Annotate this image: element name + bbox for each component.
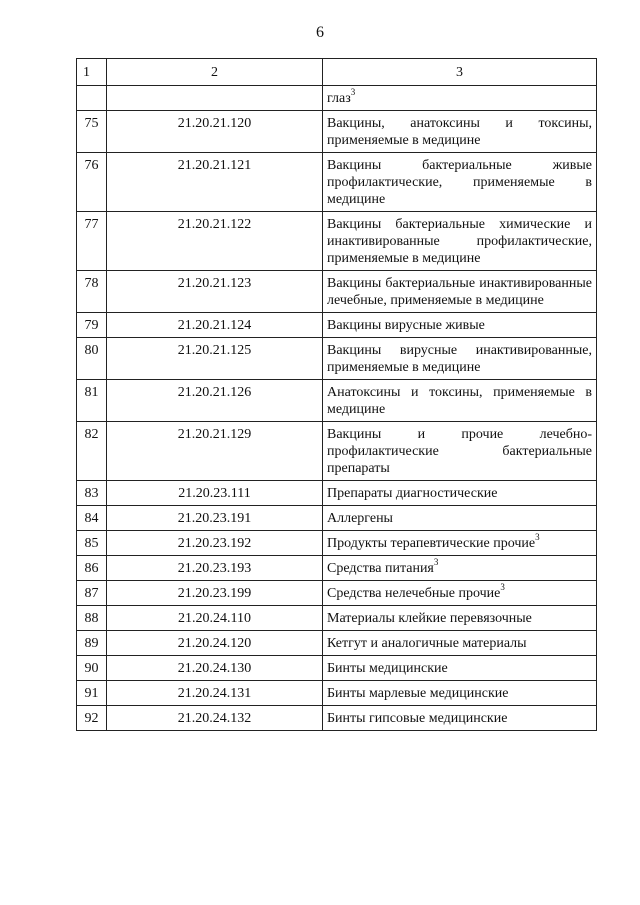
row-number: 81	[77, 380, 107, 422]
okpd-code: 21.20.21.125	[107, 338, 323, 380]
table-row	[77, 111, 597, 153]
product-name: Бинты медицинские	[327, 661, 448, 676]
row-number: 79	[77, 313, 107, 338]
footnote-ref: 3	[535, 532, 540, 543]
okpd-code: 21.20.23.192	[107, 531, 323, 556]
product-name: Анатоксины и токсины, применяемые в медицине	[327, 385, 592, 417]
continuation-code-cell	[107, 86, 323, 111]
okpd-code: 21.20.24.120	[107, 631, 323, 656]
product-name: Вакцины бактериальные живые профилактические, применяемые в медицине	[327, 158, 592, 207]
row-number: 78	[77, 271, 107, 313]
table-row	[77, 606, 597, 631]
page-number: 6	[316, 24, 324, 41]
row-number: 83	[77, 481, 107, 506]
product-name-cell	[323, 111, 597, 153]
product-name: Вакцины вирусные живые	[327, 318, 485, 333]
table-row	[77, 656, 597, 681]
product-name-cell	[323, 506, 597, 531]
table-row	[77, 313, 597, 338]
column-header-3: 3	[323, 59, 597, 86]
table-row	[77, 271, 597, 313]
product-name: Вакцины бактериальные химические и инактивированные профилактические, применяемые в медицине	[327, 217, 592, 266]
product-name-cell	[323, 212, 597, 271]
okpd-code: 21.20.23.111	[107, 481, 323, 506]
row-number: 87	[77, 581, 107, 606]
product-name-cell	[323, 313, 597, 338]
table-row	[77, 706, 597, 731]
okpd-code: 21.20.21.120	[107, 111, 323, 153]
product-name: Продукты терапевтические прочие	[327, 536, 536, 551]
table-row	[77, 153, 597, 212]
okpd-code: 21.20.23.191	[107, 506, 323, 531]
product-name-cell	[323, 380, 597, 422]
product-name: Кетгут и аналогичные материалы	[327, 636, 527, 651]
product-name: Вакцины вирусные инактивированные, применяемые в медицине	[327, 343, 592, 375]
row-number: 90	[77, 656, 107, 681]
okpd-code: 21.20.21.129	[107, 422, 323, 481]
row-number: 82	[77, 422, 107, 481]
table-row	[77, 212, 597, 271]
table-row	[77, 338, 597, 380]
row-number: 88	[77, 606, 107, 631]
table-row	[77, 506, 597, 531]
table-row	[77, 481, 597, 506]
row-number: 84	[77, 506, 107, 531]
okpd-code: 21.20.24.130	[107, 656, 323, 681]
product-name: Материалы клейкие перевязочные	[327, 611, 532, 626]
product-name-cell	[323, 581, 597, 606]
product-name-cell	[323, 681, 597, 706]
row-number: 89	[77, 631, 107, 656]
row-number: 80	[77, 338, 107, 380]
okpd-code: 21.20.23.199	[107, 581, 323, 606]
product-name-cell	[323, 153, 597, 212]
okpd-code: 21.20.24.110	[107, 606, 323, 631]
row-number: 86	[77, 556, 107, 581]
product-name: Вакцины бактериальные инактивированные лечебные, применяемые в медицине	[327, 276, 592, 308]
okpd-code: 21.20.21.124	[107, 313, 323, 338]
product-name-cell	[323, 656, 597, 681]
continuation-text: глаз	[327, 91, 351, 106]
row-number: 76	[77, 153, 107, 212]
column-header-2: 2	[107, 59, 323, 86]
okpd-code: 21.20.21.126	[107, 380, 323, 422]
continuation-row	[77, 86, 597, 111]
product-name-cell	[323, 338, 597, 380]
product-name: Средства питания	[327, 561, 434, 576]
table-row	[77, 380, 597, 422]
product-name-cell	[323, 481, 597, 506]
product-name: Аллергены	[327, 511, 393, 526]
okpd-code: 21.20.24.132	[107, 706, 323, 731]
row-number: 91	[77, 681, 107, 706]
continuation-name-cell	[323, 86, 597, 111]
footnote-ref: 3	[500, 582, 505, 593]
products-table	[76, 58, 597, 731]
product-name-cell	[323, 631, 597, 656]
okpd-code: 21.20.21.122	[107, 212, 323, 271]
table-row	[77, 681, 597, 706]
row-number: 77	[77, 212, 107, 271]
product-name: Препараты диагностические	[327, 486, 498, 501]
table-row	[77, 631, 597, 656]
product-name-cell	[323, 422, 597, 481]
table-row	[77, 556, 597, 581]
okpd-code: 21.20.24.131	[107, 681, 323, 706]
row-number: 75	[77, 111, 107, 153]
footnote-ref: 3	[350, 87, 356, 98]
column-header-1: 1	[77, 59, 107, 86]
product-name: Бинты гипсовые медицинские	[327, 711, 508, 726]
product-name: Вакцины, анатоксины и токсины, применяемые в медицине	[327, 116, 592, 148]
okpd-code: 21.20.23.193	[107, 556, 323, 581]
product-name-cell	[323, 606, 597, 631]
continuation-num-cell	[77, 86, 107, 111]
product-name: Бинты марлевые медицинские	[327, 686, 509, 701]
product-name-cell	[323, 271, 597, 313]
table-row	[77, 531, 597, 556]
product-name-cell	[323, 706, 597, 731]
table-row	[77, 581, 597, 606]
table-header-row	[77, 59, 597, 86]
okpd-code: 21.20.21.121	[107, 153, 323, 212]
table-row	[77, 422, 597, 481]
row-number: 85	[77, 531, 107, 556]
product-name: Средства нелечебные прочие	[327, 586, 501, 601]
product-name: Вакцины и прочие лечебно-профилактические бактериальные препараты	[327, 427, 592, 476]
product-name-cell	[323, 556, 597, 581]
row-number: 92	[77, 706, 107, 731]
product-name-cell	[323, 531, 597, 556]
footnote-ref: 3	[433, 557, 439, 568]
okpd-code: 21.20.21.123	[107, 271, 323, 313]
